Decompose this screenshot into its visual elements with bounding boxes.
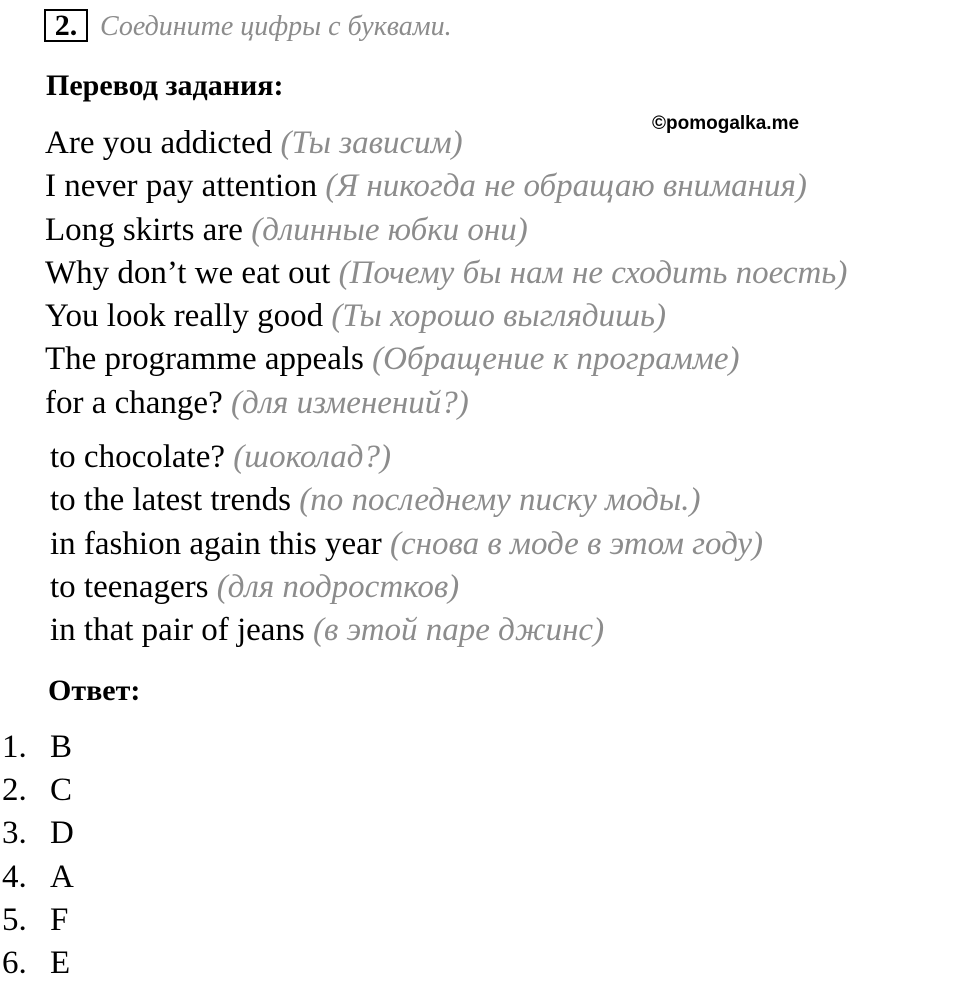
phrase-en: Why don’t we eat out — [45, 254, 331, 291]
phrase-en: for a change? — [45, 384, 223, 421]
phrase-translation: (длинные юбки они) — [251, 211, 528, 248]
phrase-en: Are you addicted — [45, 125, 273, 161]
answer-number: 5. — [2, 901, 27, 938]
answer-letter: E — [50, 944, 71, 981]
phrase-translation: (Ты зависим) — [280, 125, 463, 161]
answer-letter: F — [50, 901, 69, 938]
column-b-item — [50, 523, 763, 566]
column-b-item — [50, 609, 763, 652]
answer-number: 6. — [2, 944, 27, 981]
answer-number: 1. — [2, 729, 27, 765]
column-a-list — [45, 122, 847, 425]
answer-letter: D — [50, 815, 74, 852]
answer-item — [0, 812, 74, 855]
answer-item — [0, 769, 74, 812]
phrase-translation: (шоколад?) — [233, 439, 391, 475]
column-b-item — [50, 479, 763, 522]
column-b-item — [50, 436, 763, 479]
phrase-translation: (Обращение к программе) — [372, 341, 740, 378]
phrase-en: Long skirts are — [45, 211, 243, 248]
column-a-item — [45, 338, 847, 381]
phrase-en: in that pair of jeans — [50, 612, 305, 649]
answer-item — [0, 856, 74, 899]
column-b-list — [50, 436, 763, 652]
translation-heading: Перевод задания: — [46, 69, 284, 102]
column-a-item — [45, 252, 847, 295]
answer-number: 3. — [2, 815, 27, 852]
phrase-en: The programme appeals — [45, 341, 364, 378]
phrase-en: You look really good — [45, 298, 324, 335]
task-instruction: Соедините цифры с буквами. — [100, 11, 452, 42]
phrase-en: to the latest trends — [50, 482, 292, 519]
phrase-en: I never pay attention — [45, 168, 318, 205]
phrase-translation: (для изменений?) — [230, 384, 469, 421]
phrase-translation: (в этой паре джинс) — [313, 612, 605, 649]
phrase-translation: (Я никогда не обращаю внимания) — [325, 168, 807, 205]
column-a-item — [45, 209, 847, 252]
phrase-en: to teenagers — [50, 568, 209, 605]
column-b-item — [50, 566, 763, 609]
column-a-item — [45, 382, 847, 425]
answer-letter: B — [50, 729, 73, 765]
answer-item — [0, 899, 74, 942]
answer-list — [0, 726, 74, 985]
answer-number: 2. — [2, 772, 27, 809]
watermark: ©pomogalka.me — [652, 113, 800, 134]
answer-heading: Ответ: — [48, 674, 141, 707]
answer-item — [0, 726, 74, 769]
phrase-translation: (Почему бы нам не сходить поесть) — [338, 254, 848, 291]
answer-number: 4. — [2, 858, 27, 895]
column-a-item — [45, 165, 847, 208]
task-number: 2. — [44, 9, 88, 42]
answer-item — [0, 942, 74, 985]
phrase-en: to chocolate? — [50, 439, 225, 475]
phrase-translation: (по последнему писку моды.) — [299, 482, 701, 519]
answer-letter: C — [50, 772, 73, 809]
column-a-item — [45, 122, 847, 165]
answer-letter: A — [50, 858, 74, 895]
phrase-en: in fashion again this year — [50, 525, 382, 562]
phrase-translation: (Ты хорошо выглядишь) — [331, 298, 667, 335]
column-a-item — [45, 295, 847, 338]
phrase-translation: (для подростков) — [216, 568, 460, 605]
phrase-translation: (снова в моде в этом году) — [390, 525, 763, 562]
